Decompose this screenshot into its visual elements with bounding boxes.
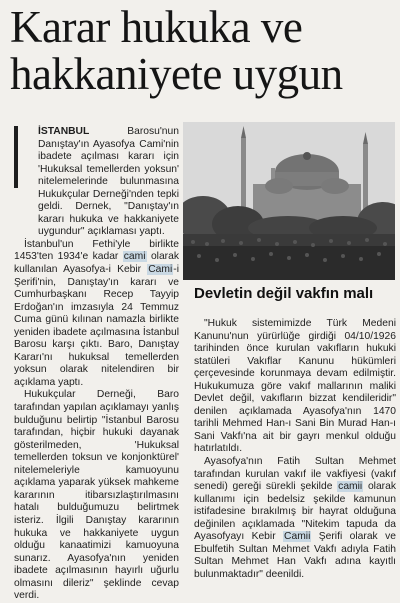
- mosque-photo-illustration: [183, 122, 395, 280]
- paragraph-1: [14, 126, 179, 239]
- paragraph-5: [194, 456, 396, 581]
- paragraph-5-text-b: olarak kullanımı için bedelsiz şekilde kamunun istifadesine bırakılmış bir hayrat olduğuna değinilen açıklamada "Nitekim tapuda da Ayasofyayı Kebir: [194, 481, 396, 543]
- dateline: İSTANBUL: [38, 126, 90, 137]
- highlight-camii-2: Camii: [284, 531, 311, 543]
- paragraph-2-text-b: olarak kullanılan Ayasofya-i Kebir: [14, 251, 179, 276]
- headline-line-2: hakkaniyete uygun: [10, 49, 343, 99]
- paragraph-4: "Hukuk sistemimizde Türk Medeni Kanunu'nun yürürlüğe girdiği 04/10/1926 tarihinden önce kurulan vakıfların hukuki statüleri Vakıflar Kanunu hükümleri çerçevesinde korunmaya devam edilmiştir. Hukukumuza göre vakıf mallarının maliki Devlet değil, vakıfların bizzat kendileridir" denilen açıklamada Ayasofya'nın 1470 tarihli Mehmed Han-ı Sani Bin Murad Han-ı Sani Vakfı'na ait bir gayrı menkul olduğu hatırlatıldı.: [194, 318, 396, 455]
- subheading: Devletin değil vakfın malı: [194, 285, 374, 302]
- highlight-cami: cami: [123, 251, 146, 263]
- paragraph-1-text: Barosu'nun Danıştay'ın Ayasofya Cami'nin ibadete açılması kararı için 'Hukuksal temellerden yoksun' nitelemelerinde bulunmasına Hukukçular Derneği'nden tepki geldi. Dernek, "Danıştay'ın kararı hukuka ve hakkaniyete uygundur" açıklaması yaptı.: [38, 126, 179, 238]
- paragraph-5-text-a: Ayasofya'nın Fatih Sultan Mehmet tarafından kurulan vakıf ile vakfiyesi (vakıf senedi) gereği sürekli şekilde: [194, 456, 396, 493]
- paragraph-5-text-c: Şerifi olarak ve Ebulfetih Sultan Mehmet Vakfı adıyla Fatih Sultan Mehmet Han Vakfı adına kayıtlı bulunmaktadır" deenildi.: [194, 531, 396, 580]
- headline-line-1: Karar hukuka ve: [10, 2, 303, 52]
- highlight-cami-2: Cami: [148, 264, 173, 276]
- highlight-camii: camii: [338, 481, 363, 493]
- paragraph-2-text-c: -i Şerifi'nin, Danıştay'ın kararı ve Cumhurbaşkanı Recep Tayyip Erdoğan'ın imzasıyla 24 Temmuz Cuma günü kılınan namazla birlikte yeniden ibadete açılmasına İstanbul Barosu karşı çıktı. Baro, Danıştay Kararı'nı hukuksal temellerden yoksun olarak nitelendiren bir açıklama yaptı.: [14, 264, 179, 388]
- article-column-2: [194, 318, 396, 581]
- mosque-photo: [183, 122, 395, 280]
- article-headline: [10, 4, 395, 98]
- article-column-1: [14, 126, 179, 603]
- paragraph-2: [14, 239, 179, 390]
- paragraph-3: Hukukçular Derneği, Baro tarafından yapılan açıklamayı yanlış bulduğunu belirtip "İstanbul Barosu tarafından, hiçbir hukuki dayanak gösterilmeden, 'Hukuksal temellerden toksun ve konjonktürel' nitelemeleriyle kamuoyunu açıklama yaparak yüksek mahkeme kararının itibarsızlaştırılmasını hatalı bulduğumuzu belirtmek isteriz. İlgili Danıştay kararının hukuka ve hakkaniyete uygun olduğu kanaatimizi kamuoyuna sunarız. Ayasofya'nın yeniden ibadete açılmasının hayırlı uğurlu olmasını dileriz" şeklinde cevap verdi.: [14, 389, 179, 602]
- paragraph-2-text-a: İstanbul'un Fethi'yle birlikte 1453'ten 1934'e kadar: [14, 238, 179, 263]
